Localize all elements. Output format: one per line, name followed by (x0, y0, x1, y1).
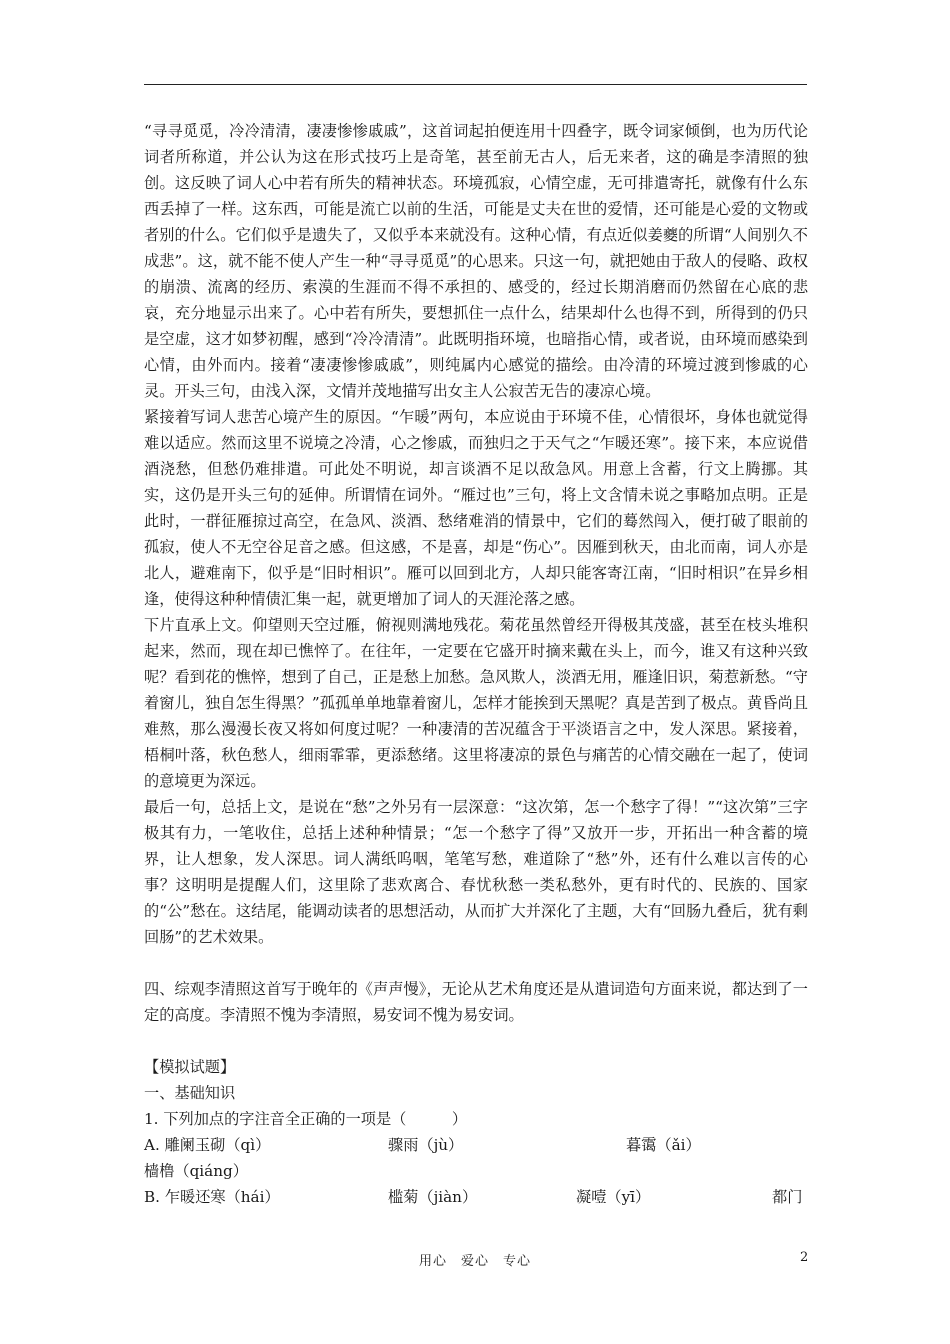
paragraph-1: “寻寻觅觅，冷冷清清，凄凄惨惨戚戚”，这首词起拍便连用十四叠字，既令词家倾倒，也为历代论词者所称道，并公认为这在形式技巧上是奇笔，甚至前无古人，后无来者，这的确是李清照的独创。这反映了词人心中若有所失的精神状态。环境孤寂，心情空虚，无可排遣寄托，就像有什么东西丢掉了一样。这东西，可能是流亡以前的生活，可能是丈夫在世的爱情，还可能是心爱的文物或者别的什么。它们似乎是遗失了，又似乎本来就没有。这种心情，有点近似姜夔的所谓“人间别久不成悲”。这，就不能不使人产生一种“寻寻觅觅”的心思来。只这一句，就把她由于敌人的侵略、政权的崩溃、流离的经历、索漠的生涯而不得不承担的、感受的，经过长期消磨而仍然留在心底的悲哀，充分地显示出来了。心中若有所失，要想抓住一点什么，结果却什么也得不到，所得到的仍只是空虚，这才如梦初醒，感到“冷冷清清”。此既明指环境，也暗指心情，或者说，由环境而感染到心情，由外而内。接着“凄凄惨惨戚戚”，则纯属内心感觉的描绘。由冷清的环境过渡到惨戚的心灵。开头三句，由浅入深，文情并茂地描写出女主人公寂苦无告的凄凉心境。 (144, 122, 808, 400)
option-b-item-3: 凝噎（yī） (576, 1188, 651, 1206)
option-a-wrap: 樯橹（qiáng） (144, 1162, 248, 1180)
exercise-heading: 【模拟试题】 (144, 1058, 236, 1076)
paragraph-3: 下片直承上文。仰望则天空过雁，俯视则满地残花。菊花虽然曾经开得极其茂盛，甚至在枝头堆积起来，然而，现在却已憔悴了。在往年，一定要在它盛开时摘来戴在头上，而今，谁又有这种兴致呢？看到花的憔悴，想到了自己，正是愁上加愁。急风欺人，淡酒无用，雁逢旧识，菊惹新愁。“守着窗儿，独自怎生得黑？”孤孤单单地靠着窗儿，怎样才能挨到天黑呢？真是苦到了极点。黄昏尚且难熬，那么漫漫长夜又将如何度过呢？一种凄清的苦况蕴含于平淡语言之中，发人深思。紧接着，梧桐叶落，秋色愁人，细雨霏霏，更添愁绪。这里将凄凉的景色与痛苦的心情交融在一起了，使词的意境更为深远。 (144, 616, 808, 790)
footer-motto: 用心 爱心 专心 (418, 1254, 531, 1269)
paragraph-4: 最后一句，总括上文，是说在“愁”之外另有一层深意：“这次第，怎一个愁字了得！”“这次第”三字极其有力，一笔收住，总括上述种种情景；“怎一个愁字了得”又放开一步，开拓出一种含蓄的境界，让人想象，发人深思。词人满纸呜咽，笔笔写愁，难道除了“愁”外，还有什么难以言传的心事？这明明是提醒人们，这里除了悲欢离合、春忧秋愁一类私愁外，更有时代的、民族的、国家的“公”愁在。这结尾，能调动读者的思想活动，从而扩大并深化了主题，大有“回肠九叠后，犹有剩回肠”的艺术效果。 (144, 798, 808, 946)
option-a-item-1: A. 雕阑玉砌（qì） (144, 1136, 271, 1154)
option-a (144, 1132, 808, 1158)
document-body (144, 118, 808, 1210)
spacer (144, 950, 808, 976)
question-1: 1. 下列加点的字注音全正确的一项是（ ） (144, 1110, 468, 1128)
spacer (144, 1028, 808, 1054)
section-4: 四、综观李清照这首写于晚年的《声声慢》，无论从艺术角度还是从遣词造句方面来说，都达到了一定的高度。李清照不愧为李清照，易安词不愧为易安词。 (144, 980, 808, 1024)
option-b-item-2: 槛菊（jiàn） (388, 1188, 478, 1206)
exercise-part: 一、基础知识 (144, 1084, 236, 1102)
option-a-item-2: 骤雨（jù） (388, 1136, 464, 1154)
option-b (144, 1184, 808, 1210)
paragraph-2: 紧接着写词人悲苦心境产生的原因。“乍暖”两句，本应说由于环境不佳，心情很坏，身体也就觉得难以适应。然而这里不说境之冷清，心之惨戚，而独归之于天气之“乍暖还寒”。接下来，本应说借酒浇愁，但愁仍难排遣。可此处不明说，却言谈酒不足以敌急风。用意上含蓄，行文上腾挪。其实，这仍是开头三句的延伸。所谓情在词外。“雁过也”三句，将上文含情未说之事略加点明。正是此时，一群征雁掠过高空，在急风、淡酒、愁绪难消的情景中，它们的蓦然闯入，便打破了眼前的孤寂，使人不无空谷足音之感。但这感，不是喜，却是“伤心”。因雁到秋天，由北而南，词人亦是北人，避难南下，似乎是“旧时相识”。雁可以回到北方，人却只能客寄江南，“旧时相识”在异乡相逢，使得这种种情债汇集一起，就更增加了词人的天涯沦落之感。 (144, 408, 808, 608)
option-b-item-4: 都门 (772, 1188, 803, 1206)
header-rule (144, 84, 807, 85)
option-a-item-3: 暮霭（ǎi） (626, 1136, 701, 1154)
option-b-item-1: B. 乍暖还寒（hái） (144, 1188, 280, 1206)
page-number: 2 (800, 1250, 809, 1265)
